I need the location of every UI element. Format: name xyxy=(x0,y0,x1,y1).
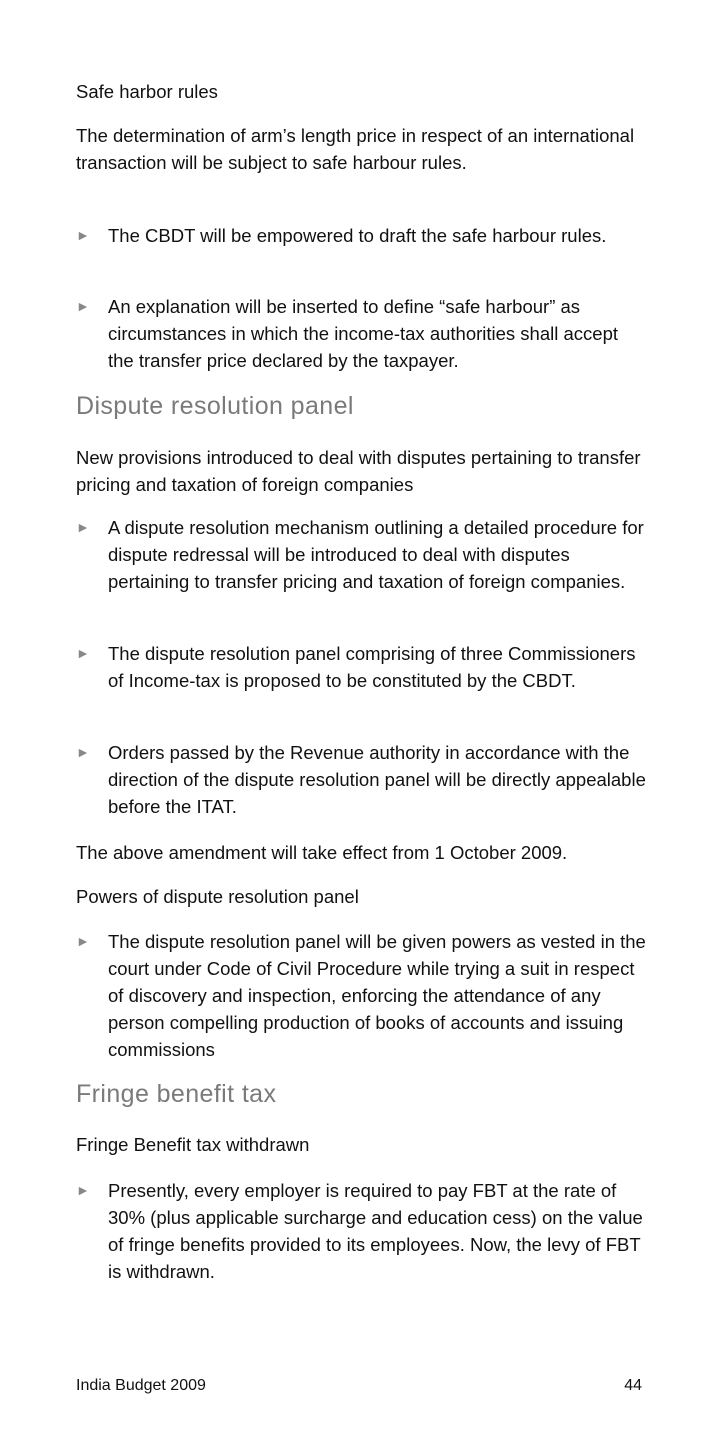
powers-subheading: Powers of dispute resolution panel xyxy=(76,886,359,907)
bullet-text: A dispute resolution mechanism outlining a detailed procedure for dispute redressal will be introduced to deal with disputes pertaining to transfer pricing and taxation of foreign companies. xyxy=(108,517,644,592)
fbt-subheading: Fringe Benefit tax withdrawn xyxy=(76,1134,310,1155)
bullet-arrow-icon: ► xyxy=(76,645,90,661)
dispute-effect-note: The above amendment will take effect from 1 October 2009. xyxy=(76,842,568,863)
bullet-text: An explanation will be inserted to define “safe harbour” as circumstances in which the income-tax authorities shall accept the transfer price declared by the taxpayer. xyxy=(108,296,619,371)
bullet-text: Presently, every employer is required to pay FBT at the rate of 30% (plus applicable surcharge and education cess) on the value of fringe benefits provided to its employees. Now, the levy of FBT is withdrawn. xyxy=(108,1180,643,1282)
page-number: 44 xyxy=(624,1377,642,1394)
fbt-heading: Fringe benefit tax xyxy=(76,1080,277,1108)
bullet-text: Orders passed by the Revenue authority in accordance with the direction of the dispute resolution panel will be directly appealable before the ITAT. xyxy=(108,742,646,817)
bullet-arrow-icon: ► xyxy=(76,227,90,243)
footer-title: India Budget 2009 xyxy=(76,1377,206,1394)
dispute-intro: New provisions introduced to deal with disputes pertaining to transfer pricing and taxation of foreign companies xyxy=(76,447,641,495)
bullet-arrow-icon: ► xyxy=(76,933,90,949)
bullet-arrow-icon: ► xyxy=(76,744,90,760)
bullet-arrow-icon: ► xyxy=(76,519,90,535)
bullet-arrow-icon: ► xyxy=(76,298,90,314)
bullet-text: The dispute resolution panel will be given powers as vested in the court under Code of Civil Procedure while trying a suit in respect of discovery and inspection, enforcing the attendance of any person compelling production of books of accounts and issuing commissions xyxy=(108,931,646,1060)
bullet-text: The CBDT will be empowered to draft the safe harbour rules. xyxy=(108,225,607,246)
dispute-heading: Dispute resolution panel xyxy=(76,392,354,420)
bullet-text: The dispute resolution panel comprising of three Commissioners of Income-tax is proposed to be constituted by the CBDT. xyxy=(108,643,636,691)
safe-harbor-subheading: Safe harbor rules xyxy=(76,81,218,102)
bullet-arrow-icon: ► xyxy=(76,1182,90,1198)
safe-harbor-intro: The determination of arm’s length price in respect of an international transaction will be subject to safe harbour rules. xyxy=(76,125,635,173)
